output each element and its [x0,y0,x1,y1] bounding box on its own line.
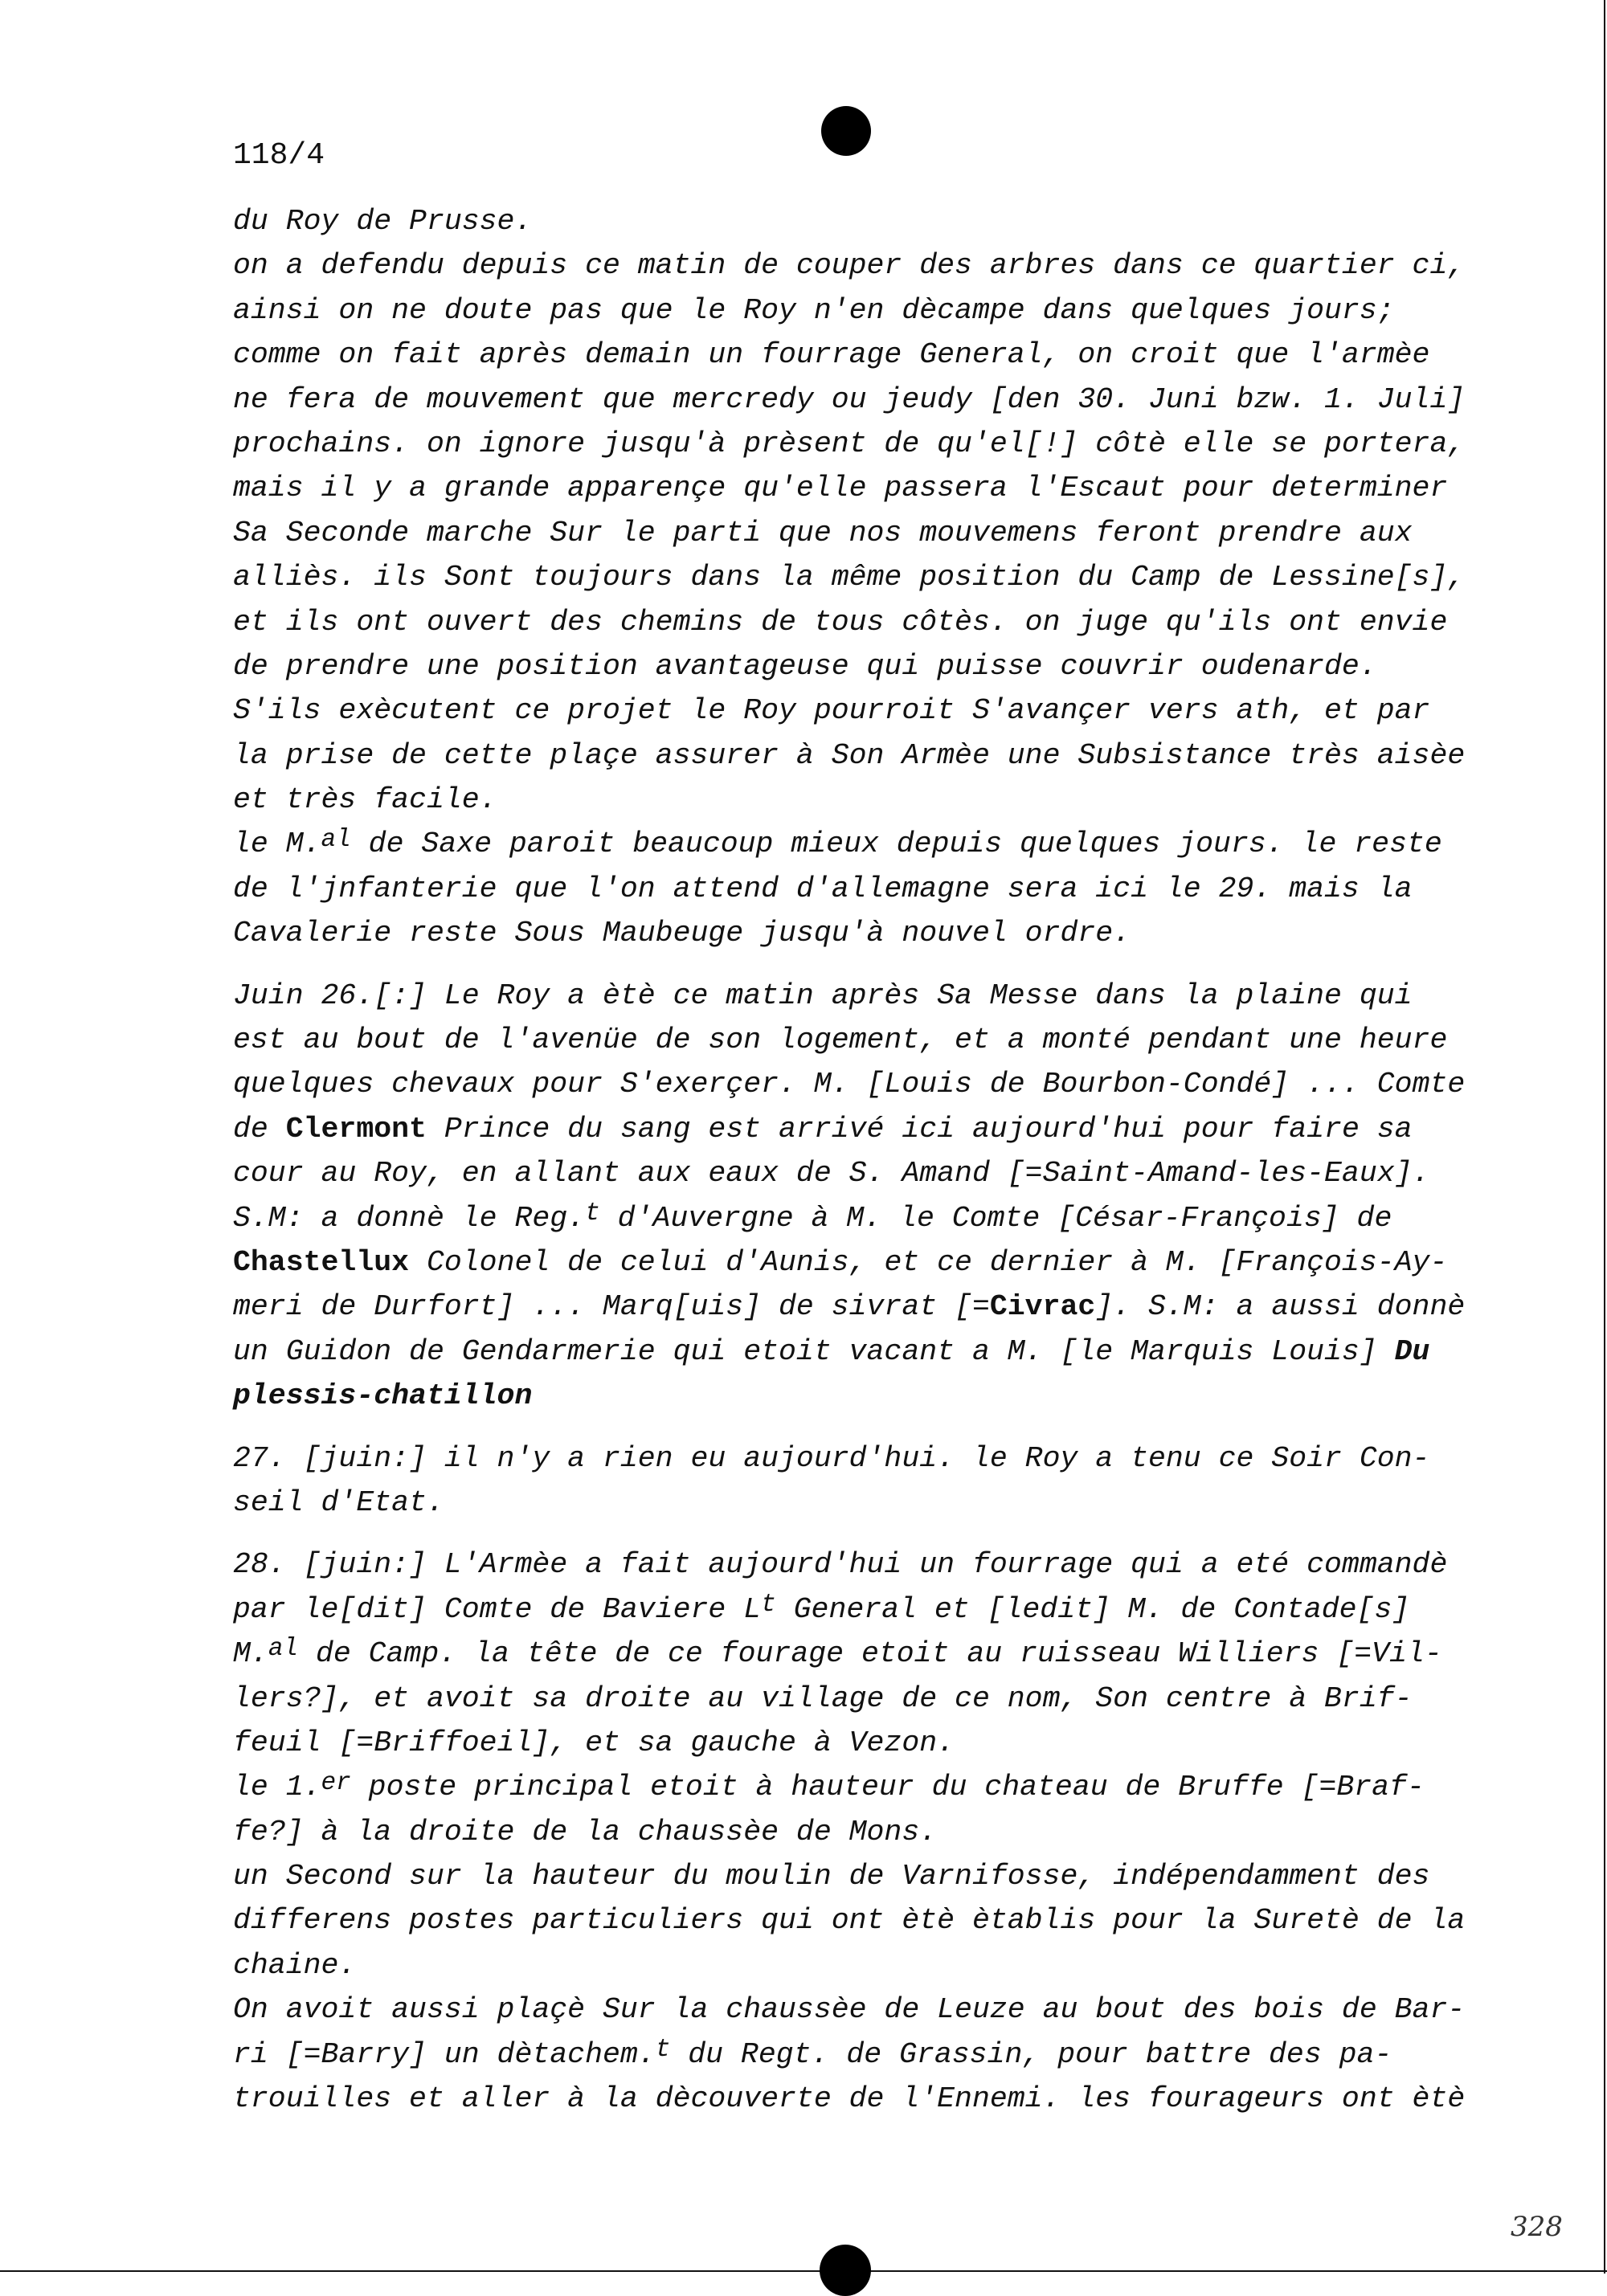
line-text-part: poste principal etoit à hauteur du chateau de Bruffe [=Braf- [350,1771,1425,1804]
line-text: trouilles et aller à la dècouverte de l'Ennemi. les fourageurs ont ètè [233,2082,1466,2116]
bold-name: Du [1394,1334,1430,1368]
superscript-abbrev: t [655,2035,671,2064]
line-text: Sa Seconde marche Sur le parti que nos mouvemens feront prendre aux [233,516,1413,549]
line-text-part: un Guidon de Gendarmerie qui etoit vacant a M. [le Marquis Louis] [233,1334,1395,1368]
line-text: cour au Roy, en allant aux eaux de S. Amand [=Saint-Amand-les-Eaux]. [233,1157,1430,1191]
line-text: mais il y a grande apparençe qu'elle passera l'Escaut pour determiner [233,472,1448,505]
superscript-abbrev: er [321,1768,351,1797]
text-line [233,1677,1486,1721]
line-text: seil d'Etat. [233,1485,444,1519]
line-text-part: S.M: a donnè le Reg. [233,1201,586,1235]
line-text-part: Colonel de celui d'Aunis, et ce dernier à M. [François-Ay- [409,1245,1448,1279]
text-line [233,1196,1486,1240]
text-line [233,1632,1486,1676]
bold-name: plessis-chatillon [233,1379,533,1413]
text-line [233,511,1486,555]
line-text-part: par le[dit] Comte de Baviere L [233,1592,762,1626]
text-line [233,1062,1486,1106]
line-text: de l'jnfanterie que l'on attend d'allemagne sera ici le 29. mais la [233,872,1413,905]
line-text: et ils ont ouvert des chemins de tous côtès. on juge qu'ils ont envie [233,605,1448,639]
text-line [233,243,1486,288]
text-line [233,199,1486,243]
text-line [233,1374,1486,1418]
text-line [233,1810,1486,1854]
line-text: ne fera de mouvement que mercredy ou jeudy [den 30. Juni bzw. 1. Juli] [233,382,1466,416]
line-text: comme on fait après demain un fourrage General, on croit que l'armèe [233,338,1430,372]
text-line [233,1721,1486,1765]
line-text-part: le M. [233,827,321,861]
superscript-abbrev: t [585,1199,600,1228]
text-line [233,778,1486,822]
text-line [233,600,1486,644]
superscript-abbrev: al [268,1635,299,1664]
line-text: du Roy de Prusse. [233,205,533,238]
line-text-part: de Camp. la tête de ce fourage etoit au ruisseau Williers [=Vil- [298,1637,1442,1671]
superscript-abbrev: t [761,1590,776,1619]
line-text: on a defendu depuis ce matin de couper des arbres dans ce quartier ci, [233,249,1466,283]
line-text: la prise de cette plaçe assurer à Son Armèe une Subsistance très aisèe [233,738,1466,772]
text-line [233,1285,1486,1329]
line-text: lers?], et avoit sa droite au village de ce nom, Son centre à Brif- [233,1681,1413,1715]
line-text-part: M. [233,1637,268,1671]
line-text: Juin 26.[:] Le Roy a ètè ce matin après Sa Messe dans la plaine qui [233,978,1413,1012]
bold-name: Civrac [989,1290,1096,1324]
line-text: On avoit aussi plaçè Sur la chaussèe de Leuze au bout des bois de Bar- [233,1993,1466,2027]
line-text: 27. [juin:] il n'y a rien eu aujourd'hui. le Roy a tenu ce Soir Con- [233,1441,1430,1475]
line-text-part: de [233,1112,286,1146]
text-line [233,1330,1486,1374]
text-line [233,1765,1486,1809]
paragraph-gap [233,956,1486,974]
text-line [233,1854,1486,1898]
text-line [233,733,1486,778]
line-text-part: du Regt. de Grassin, pour battre des pa- [670,2037,1392,2071]
line-text: Cavalerie reste Sous Maubeuge jusqu'à nouvel ordre. [233,917,1131,950]
text-line [233,644,1486,688]
handwritten-folio-mark: 328 [1511,2211,1563,2243]
text-line [233,1240,1486,1285]
line-text: de prendre une position avantageuse qui puisse couvrir oudenarde. [233,649,1377,683]
scan-border-bottom [0,2270,1607,2272]
text-line [233,1436,1486,1481]
text-line [233,466,1486,510]
bold-name: Chastellux [233,1245,410,1279]
line-text-part: de Saxe paroit beaucoup mieux depuis quelques jours. le reste [350,827,1442,861]
text-line [233,2032,1486,2077]
line-text-part: le 1. [233,1771,321,1804]
line-text-part: Prince du sang est arrivé ici aujourd'hui pour faire sa [426,1112,1413,1146]
line-text: 28. [juin:] L'Armèe a fait aujourd'hui un fourrage qui a eté commandè [233,1548,1448,1582]
text-line [233,378,1486,422]
text-line [233,1898,1486,1943]
text-line [233,1151,1486,1195]
text-line [233,1481,1486,1525]
page-number: 118/4 [233,138,325,173]
text-line [233,422,1486,466]
text-line [233,867,1486,911]
line-text: fe?] à la droite de la chaussèe de Mons. [233,1815,938,1849]
scan-border-right [1604,0,1605,2274]
line-text: un Second sur la hauteur du moulin de Varnifosse, indépendamment des [233,1860,1430,1894]
text-line [233,333,1486,377]
text-line [233,822,1486,866]
punch-hole-top [821,106,871,156]
text-line [233,1943,1486,1988]
paragraph-gap [233,1525,1486,1542]
line-text: prochains. on ignore jusqu'à prèsent de qu'el[!] côtè elle se portera, [233,427,1466,460]
line-text-part: meri de Durfort] ... Marq[uis] de sivrat [= [233,1290,990,1324]
text-line [233,688,1486,733]
line-text-part: General et [ledit] M. de Contade[s] [775,1592,1410,1626]
text-line [233,1018,1486,1062]
text-line [233,1988,1486,2032]
line-text: chaine. [233,1948,357,1982]
line-text: quelques chevaux pour S'exerçer. M. [Louis de Bourbon-Condé] ... Comte [233,1068,1466,1101]
superscript-abbrev: al [321,825,351,854]
line-text-part: ri [=Barry] un dètachem. [233,2037,656,2071]
line-text-part: d'Auvergne à M. le Comte [César-François] de [599,1201,1392,1235]
line-text: est au bout de l'avenüe de son logement, et a monté pendant une heure [233,1023,1448,1057]
text-line [233,1542,1486,1587]
text-line [233,974,1486,1018]
paragraph-gap [233,1419,1486,1436]
text-line [233,1107,1486,1151]
line-text: differens postes particuliers qui ont ètè ètablis pour la Suretè de la [233,1904,1466,1938]
text-line [233,2077,1486,2121]
line-text: et très facile. [233,783,497,817]
line-text: S'ils exècutent ce projet le Roy pourroit S'avançer vers ath, et par [233,694,1430,728]
punch-hole-bottom [820,2245,871,2296]
text-line [233,1587,1486,1632]
text-line [233,555,1486,599]
text-line [233,911,1486,955]
line-text-part: ]. S.M: a aussi donnè [1095,1290,1466,1324]
document-body [233,199,1486,2121]
line-text: feuil [=Briffoeil], et sa gauche à Vezon. [233,1726,955,1759]
line-text: alliès. ils Sont toujours dans la même position du Camp de Lessine[s], [233,561,1466,594]
text-line [233,288,1486,333]
line-text: ainsi on ne doute pas que le Roy n'en dècampe dans quelques jours; [233,293,1395,327]
bold-name: Clermont [285,1112,427,1146]
